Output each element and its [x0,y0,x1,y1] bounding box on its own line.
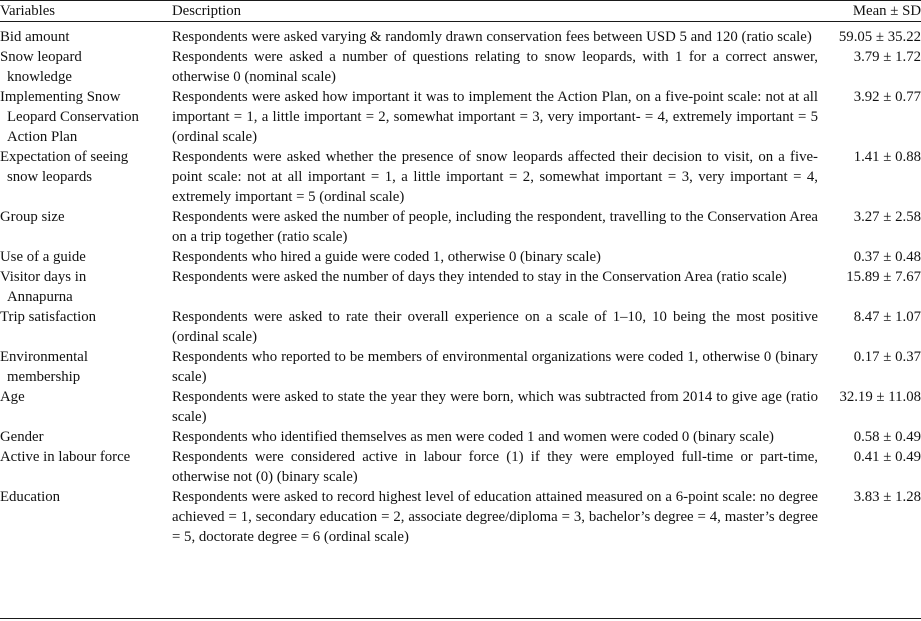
mean-sd-cell: 3.27 ± 2.58 [853,209,921,225]
mean-sd-cell: 0.17 ± 0.37 [853,349,921,365]
mean-sd-cell: 1.41 ± 0.88 [853,149,921,165]
variable-cell [0,147,172,207]
description-cell: Respondents were asked the number of people, including the respondent, travelling to the Conservation Area on a trip together (ratio scale) [172,209,818,245]
table-row [0,267,921,307]
table-row [0,427,921,447]
table-row [0,487,921,547]
mean-sd-cell: 3.92 ± 0.77 [853,89,921,105]
variable-name-line: Trip satisfaction [0,309,97,325]
table-body [0,22,921,548]
mean-sd-cell: 8.47 ± 1.07 [853,309,921,325]
variable-name-line: Visitor days in [0,269,87,285]
variable-name-line: Snow leopard [0,49,82,65]
table-row [0,22,921,48]
variable-cell [0,487,172,547]
mean-sd-cell: 0.41 ± 0.49 [853,449,921,465]
variable-name-line: Use of a guide [0,249,86,265]
variable-name-line: Education [0,489,60,505]
variable-name-line: Bid amount [0,29,70,45]
description-cell: Respondents were asked to record highest level of education attained measured on a 6-point scale: no degree achieved = 1, secondary education = 2, associate degree/diploma = 3, bachelor’s degree = 4, master’s degree = 5, doctorate degree = 6 (ordinal scale) [172,489,818,545]
table-row [0,87,921,147]
variable-name-line: Age [0,389,25,405]
variable-name-line: Active in labour force [0,449,131,465]
variable-cell [0,427,172,447]
variable-name-line: Gender [0,429,44,445]
mean-sd-cell: 0.37 ± 0.48 [853,249,921,265]
table-row [0,387,921,427]
table-row [0,147,921,207]
mean-sd-cell: 59.05 ± 35.22 [838,29,921,45]
variable-cell [0,47,172,87]
mean-sd-cell: 3.79 ± 1.72 [853,49,921,65]
variable-cell [0,22,172,48]
description-cell: Respondents were asked a number of questions relating to snow leopards, with 1 for a correct answer, otherwise 0 (nominal scale) [172,49,818,85]
variable-name-line: Expectation of seeing [0,149,129,165]
variable-cell [0,387,172,427]
table-row [0,447,921,487]
variable-cell [0,307,172,347]
table-row [0,207,921,247]
description-cell: Respondents were asked to rate their overall experience on a scale of 1–10, 10 being the most positive (ordinal scale) [172,309,818,345]
mean-sd-cell: 0.58 ± 0.49 [853,429,921,445]
variable-name-line: Action Plan [7,129,78,145]
variable-cell [0,207,172,247]
table-header [0,1,921,22]
description-cell: Respondents who identified themselves as men were coded 1 and women were coded 0 (binary scale) [172,429,774,445]
description-cell: Respondents were asked how important it was to implement the Action Plan, on a five-point scale: not at all important = 1, a little important = 2, somewhat important = 3, very important- = 4, extremely important = 5 (ordinal scale) [172,89,818,145]
mean-sd-cell: 15.89 ± 7.67 [846,269,921,285]
description-cell: Respondents who hired a guide were coded 1, otherwise 0 (binary scale) [172,249,601,265]
variable-cell [0,247,172,267]
variable-name-line: knowledge [7,69,72,85]
table-row [0,347,921,387]
variable-cell [0,87,172,147]
variable-cell [0,447,172,487]
description-cell: Respondents were asked whether the presence of snow leopards affected their decision to visit, on a five-point scale: not at all important = 1, a little important = 2, somewhat important = 3, very important = 4, extremely important = 5 (ordinal scale) [172,149,818,205]
mean-sd-cell: 32.19 ± 11.08 [839,389,921,405]
variable-name-line: membership [7,369,81,385]
table-row [0,307,921,347]
mean-sd-cell: 3.83 ± 1.28 [853,489,921,505]
variable-name-line: snow leopards [7,169,93,185]
variable-name-line: Implementing Snow [0,89,121,105]
description-cell: Respondents were asked to state the year they were born, which was subtracted from 2014 to give age (ratio scale) [172,389,818,425]
variable-cell [0,347,172,387]
table-row [0,247,921,267]
description-cell: Respondents were asked varying & randomly drawn conservation fees between USD 5 and 120 (ratio scale) [172,29,812,45]
description-cell: Respondents who reported to be members of environmental organizations were coded 1, otherwise 0 (binary scale) [172,349,818,385]
table-row [0,47,921,87]
variable-name-line: Annapurna [7,289,73,305]
col-header-variables: Variables [0,1,172,22]
table-bottom-rule [0,618,921,619]
col-header-description: Description [172,1,818,22]
col-header-mean-sd: Mean ± SD [818,1,921,22]
variable-name-line: Leopard Conservation [7,109,139,125]
variable-name-line: Environmental [0,349,88,365]
description-cell: Respondents were considered active in labour force (1) if they were employed full-time or part-time, otherwise not (0) (binary scale) [172,449,818,485]
header-row [0,1,921,22]
variable-name-line: Group size [0,209,65,225]
variable-cell [0,267,172,307]
description-cell: Respondents were asked the number of days they intended to stay in the Conservation Area (ratio scale) [172,269,787,285]
